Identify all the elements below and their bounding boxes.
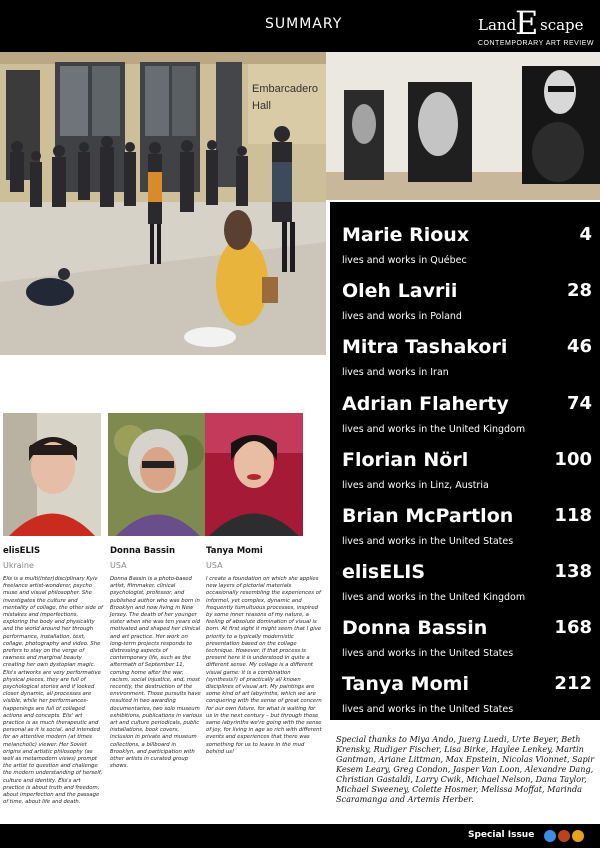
portrait-eliselis: [3, 413, 101, 536]
artist-page-number: 28: [566, 280, 592, 301]
artist-location: lives and works in the United States: [342, 704, 514, 715]
artist-page-number: 4: [579, 224, 592, 245]
magazine-logo[interactable]: [478, 6, 596, 50]
blue-dot-icon: [544, 830, 556, 842]
artist-page-number: 168: [554, 617, 592, 638]
artist-page-number: 74: [566, 393, 592, 414]
artist-name: Florian Nörl: [342, 449, 469, 471]
artist-location: lives and works in the United States: [342, 536, 514, 547]
header-bar: [0, 0, 600, 52]
artist-name: Brian McPartlon: [342, 505, 514, 527]
footer-bar: [0, 824, 600, 848]
artist-name: Mitra Tashakori: [342, 336, 508, 358]
logo-word-land: Land: [478, 16, 517, 34]
artist-name: elisELIS: [342, 561, 426, 583]
special-thanks: Special thanks to Miya Ando, Juerg Luedi, Urte Beyer, Beth Krensky, Rudiger Fischer, Lisa Birke, Haylee Lenkey, Martin Gantman, Ariane Littman, Max Epstein, Nicolas Vionnet, Sapir Kesem Leary, Greg Condon, Jasper Van Loon, Alexandre Dang, Christian Gastaldi, Larry Cwik, Michael Nelson, Dana Taylor, Michael Sweeney, Colette Hosmer, Melissa Moffat, Marinda Scaramanga and Artemis Herber.: [336, 734, 595, 804]
building-sign-line2: Hall: [252, 100, 271, 112]
artist-page-number: 212: [554, 673, 592, 694]
artist-entry[interactable]: [330, 505, 600, 560]
featured-artist-country: USA: [206, 561, 223, 570]
artist-name: Oleh Lavrii: [342, 280, 458, 302]
portrait-donna-bassin: [108, 413, 206, 536]
artist-entry[interactable]: [330, 449, 600, 504]
artist-entry[interactable]: [330, 617, 600, 672]
featured-artist-bio: Donna Bassin is a photo-based artist, filmmaker, clinical psychologist, professor, and published author who was born in Brooklyn and now living in New Jersey. The death of her younger sister when she was ten years old motivated and shaped her clinical and art practice. Her work on long-term projects responds to distressing aspects of contemporary life, such as the aftermath of September 11, coming home after the war, racism, social injustice, and, most recently, the destruction of the environment. Those pursuits have resulted in two awarding documentaries, two solo museum exhibitions, publications in various art and culture periodicals, public installations, book covers, inclusion in private and museum collections, a billboard in Brooklyn, and participation with other artists in curated group shows.: [110, 576, 203, 770]
featured-artist-country: Ukraine: [3, 561, 34, 570]
artist-name: Adrian Flaherty: [342, 393, 509, 415]
artist-entry[interactable]: [330, 561, 600, 616]
featured-artist-name: Tanya Momi: [206, 546, 263, 556]
artist-location: lives and works in Iran: [342, 367, 449, 378]
featured-artist-bio: Elis is a multi(inter)disciplinary Kyiv freelance artist-wonderer, psycho muse and visual philosopher. She investigates the culture and mentality of collage, the other side of mistakes and imperfections, exploring the body and physicality and the world around her through performance, installation, text, collage, photography and video. She prefers to stay on the verge of rawness and marginal beauty creating her own dystopian magic. Elis's artworks are very performative physical pieces, they are full of psychological stories and if looked closer dynamic, all processes are visible, while her performances-happenings are full of collaged actions and concepts. Elis' art practice is as much therapeutic and personal as it is social, and intended for an attentive modern (at times melancholic) viewer. Her Soviet origins and artistic philosophy (as well as metamodern views) prompt the artist to question and challenge the modern understanding of herself, culture and identity. Elis's art practice is about truth and freedom, about imperfection and the passage of time, about life and death.: [3, 576, 103, 806]
artist-name: Donna Bassin: [342, 617, 488, 639]
amber-dot-icon: [572, 830, 584, 842]
artist-page-number: 118: [554, 505, 592, 526]
portrait-tanya-momi: [205, 413, 303, 536]
artist-name: Tanya Momi: [342, 673, 469, 695]
artist-entry[interactable]: [330, 280, 600, 335]
artist-entry[interactable]: [330, 224, 600, 279]
building-sign-line1: Embarcadero: [252, 83, 319, 95]
artist-location: lives and works in the United States: [342, 648, 514, 659]
artist-entry[interactable]: [330, 393, 600, 448]
gallery-photo: [326, 52, 600, 200]
artist-name: Marie Rioux: [342, 224, 470, 246]
artist-index-panel: [330, 202, 600, 720]
featured-artist-name: elisELIS: [3, 546, 41, 556]
artist-entry[interactable]: [330, 336, 600, 391]
performance-photo: [0, 52, 326, 355]
artist-entry[interactable]: [330, 673, 600, 728]
rust-dot-icon: [558, 830, 570, 842]
featured-artist-name: Donna Bassin: [110, 546, 175, 556]
featured-artist-bio: I create a foundation on which she applies new layers of pictorial materials occasionally resembling the experiences of informel, yet complex, dynamic and frequently tumultuous processes, inspired by some inner reasons of my nature, a feeling of absolute domination of visual is born. At first sight it might seem that I give priority to a typically modernistic presentation based on the collage technique. However, if that process is present here it is understood in quite a different sense. My collage is a different visual game: it is a combination (synthesis?) of practically all known disciplines of visual art. My paintings are some kind of art labyrinths, which we are conquering with the sense of great concern for our own future, for what is waiting for us in the next century – but through those same labyrinths we're going with the sense of joy, for living in age so rich with different events and experiences that there was something for us to leave in the mud behind us!: [206, 576, 322, 755]
artist-location: lives and works in Québec: [342, 255, 467, 266]
artist-location: lives and works in the United Kingdom: [342, 592, 526, 603]
artist-location: lives and works in Poland: [342, 311, 462, 322]
artist-page-number: 46: [566, 336, 592, 357]
logo-word-scape: scape: [540, 16, 584, 34]
artist-page-number: 138: [554, 561, 592, 582]
featured-artist-country: USA: [110, 561, 127, 570]
logo-letter-e: E: [515, 4, 539, 42]
artist-location: lives and works in Linz, Austria: [342, 480, 489, 491]
section-title: SUMMARY: [265, 16, 343, 32]
special-issue-label: Special Issue: [468, 830, 535, 840]
artist-location: lives and works in the United Kingdom: [342, 424, 526, 435]
artist-page-number: 100: [554, 449, 592, 470]
logo-subtitle: CONTEMPORARY ART REVIEW: [478, 40, 595, 47]
